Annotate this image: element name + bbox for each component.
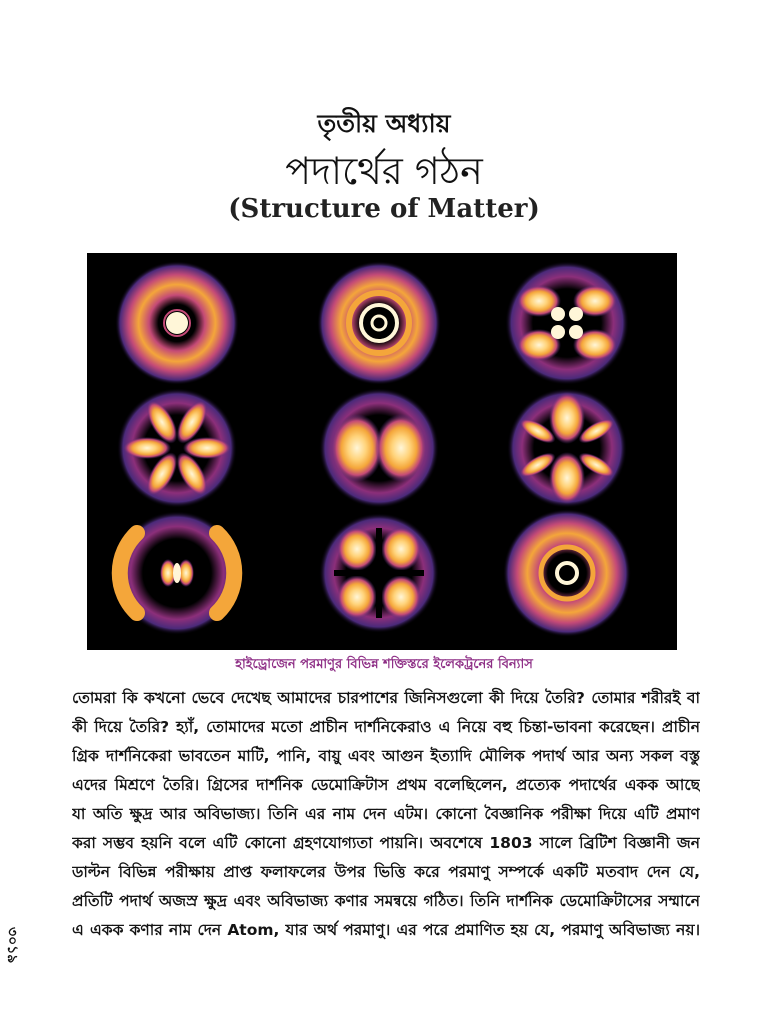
chapter-title-english: (Structure of Matter): [228, 194, 540, 224]
chapter-title-bangla: পদার্থের গঠন: [285, 149, 483, 193]
body-line: করা সম্ভব হয়নি বলে এটি কোনো গ্রহণযোগ্যতা পায়নি। অবশেষে 1803 সালে ব্রিটিশ বিজ্ঞানী জন: [72, 834, 700, 852]
body-paragraph: [72, 684, 700, 945]
page-number: ৩০১৯: [4, 927, 20, 964]
orbital-multi-ring: [317, 261, 441, 385]
body-line: তোমরা কি কখনো ভেবে দেখেছ আমাদের চারপাশের জিনিসগুলো কী দিয়ে তৈরি? তোমার শরীরই বা: [72, 689, 700, 707]
body-line: গ্রিক দার্শনিকেরা ভাবতেন মাটি, পানি, বায়ু এবং আগুন ইত্যাদি মৌলিক পদার্থ আর অন্য সকল বস্তু: [72, 747, 700, 765]
orbital-four-lobes-split: [319, 513, 439, 633]
orbital-arcs-center: [115, 511, 239, 635]
orbital-figure-svg: [87, 253, 677, 650]
body-line: কী দিয়ে তৈরি? হ্যাঁ, তোমাদের মতো প্রাচীন দার্শনিকেরাও এ নিয়ে বহু চিন্তা-ভাবনা করেছেন। প্রাচীন: [72, 718, 700, 736]
orbital-ring-dot-large: [503, 509, 631, 637]
body-line: যা অতি ক্ষুদ্র আর অবিভাজ্য। তিনি এর নাম দেন এটম। কোনো বৈজ্ঞানিক পরীক্ষা দিয়ে এটি প্রমাণ: [72, 805, 700, 823]
orbital-figure: [87, 253, 677, 650]
body-line: এদের মিশ্রণে তৈরি। গ্রিসের দার্শনিক ডেমোক্রিটাস প্রথম বলেছিলেন, প্রত্যেক পদার্থের একক আছে: [72, 776, 700, 794]
orbital-four-lobes-cross: [505, 261, 629, 385]
chapter-label: তৃতীয় অধ্যায়: [317, 109, 451, 138]
body-line: ডাল্টন বিভিন্ন পরীক্ষায় প্রাপ্ত ফলাফলের উপর ভিত্তি করে পরমাণু সম্পর্কে একটি মতবাদ দেন যে,: [72, 863, 700, 881]
orbital-six-petals-vertical: [507, 388, 627, 508]
orbital-two-lobes-horizontal: [319, 388, 439, 508]
orbital-six-petals: [117, 388, 237, 508]
body-line: প্রতিটি পদার্থ অজস্র ক্ষুদ্র এবং অবিভাজ্য কণার সমন্বয়ে গঠিত। তিনি দার্শনিক ডেমোক্রিটাসের সম্মানে: [72, 892, 700, 910]
body-line: এ একক কণার নাম দেন Atom, যার অর্থ পরমাণু। এর পরে প্রমাণিত হয় যে, পরমাণু অবিভাজ্য নয়।: [72, 921, 700, 939]
orbital-ring-dot: [115, 261, 239, 385]
figure-caption: হাইড্রোজেন পরমাণুর বিভিন্ন শক্তিস্তরে ইলেকট্রনের বিন্যাস: [235, 657, 533, 672]
